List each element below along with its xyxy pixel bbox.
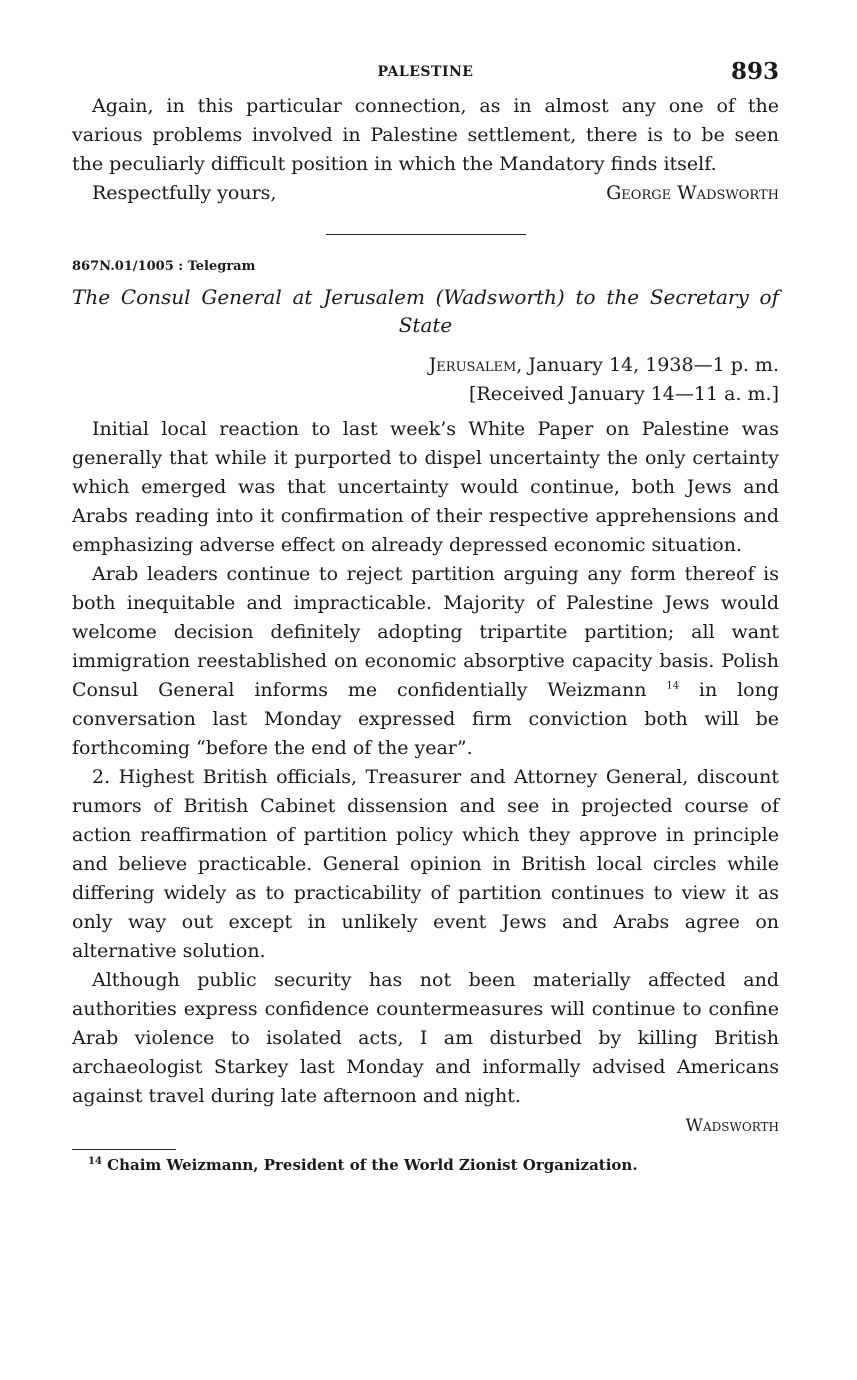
salutation: Respectfully yours, xyxy=(92,182,277,204)
dateline xyxy=(72,351,779,380)
intro-paragraph: Again, in this particular connection, as in almost any one of the various problems involved in Palestine settlement, there is to be seen the peculiarly difficult position in which the Mandatory finds itself. xyxy=(72,95,779,175)
page-header xyxy=(72,58,779,92)
body-paragraph: Although public security has not been materially affected and authorities express confidence countermeasures will continue to confine Arab violence to isolated acts, I am disturbed by killing British archaeologist Starkey last Monday and informally advised Americans against travel during late afternoon and night. xyxy=(72,969,779,1107)
closing-signature: Wadsworth xyxy=(685,1116,779,1136)
dateline-date: January 14, 1938—1 p. m. xyxy=(522,354,779,376)
footnote xyxy=(72,1154,779,1176)
document-page xyxy=(72,58,779,1176)
received-line: [Received January 14—11 a. m.] xyxy=(469,383,779,405)
file-reference: 867N.01/1005 : Telegram xyxy=(72,259,256,274)
body-paragraph xyxy=(72,560,779,763)
running-head: PALESTINE xyxy=(377,64,474,80)
body-paragraph: 2. Highest British officials, Treasurer and Attorney General, discount rumors of British Cabinet dissension and see in projected course of action reaffirmation of partition policy which they approve in principle and believe practicable. General opinion in British local circles while differing widely as to practicability of partition continues to view it as only way out except in unlikely event Jews and Arabs agree on alternative solution. xyxy=(72,766,779,962)
paragraph-text: Arab leaders continue to reject partition arguing any form thereof is both inequitable and impracticable. Majority of Palestine Jews would welcome decision definitely adopting tripartite partition; all want immigration reestablished on economic absorptive capacity basis. Polish Consul General informs me confidentially Weizmann xyxy=(72,563,779,701)
dateline-place: Jerusalem, xyxy=(428,354,523,376)
body-paragraph: Initial local reaction to last week’s White Paper on Palestine was generally that while it purported to dispel uncertainty the only certainty which emerged was that uncertainty would continue, both Jews and Arabs reading into it confirmation of their respective apprehensions and emphasizing adverse effect on already depressed economic situation. xyxy=(72,418,779,556)
signer-name: George Wadsworth xyxy=(606,182,779,204)
document-title: The Consul General at Jerusalem (Wadsworth) to the Secretary of State xyxy=(72,285,779,337)
page-number: 893 xyxy=(730,58,779,85)
footnote-mark: 14 xyxy=(88,1156,102,1167)
closing-line xyxy=(72,179,779,208)
footnote-text: Chaim Weizmann, President of the World Zionist Organization. xyxy=(107,1156,638,1174)
footnote-reference[interactable]: 14 xyxy=(666,680,680,692)
section-divider xyxy=(326,234,526,235)
footnote-divider xyxy=(72,1149,176,1150)
paragraph-text-tail: in long conversation last Monday expressed firm conviction both will be forthcoming “before the end of the year”. xyxy=(72,679,779,759)
